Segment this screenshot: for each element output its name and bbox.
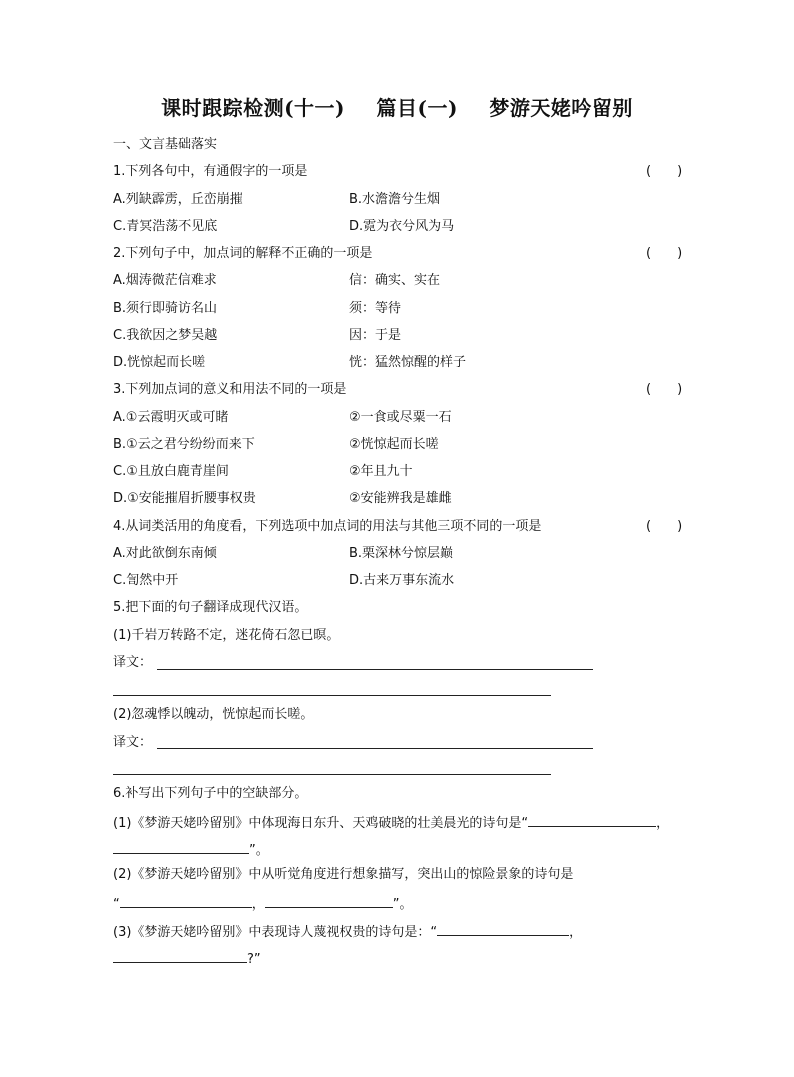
q4-option-d: D.古来万事东流水 bbox=[349, 573, 455, 588]
q5-stem: 5.把下面的句子翻译成现代汉语。 bbox=[113, 600, 308, 615]
q3-option-d-compare: ②安能辨我是雄雌 bbox=[349, 491, 452, 506]
q5-answer-line-2a[interactable] bbox=[157, 748, 593, 749]
q6-item-1-blank-1[interactable] bbox=[528, 812, 656, 827]
q1-answer-paren: ( ) bbox=[646, 164, 683, 179]
q5-answer-line-2b[interactable] bbox=[113, 774, 551, 775]
q6-item-2-comma: ， bbox=[251, 897, 265, 912]
q6-item-3-blank-2[interactable] bbox=[113, 948, 247, 963]
q5-answer-line-1b[interactable] bbox=[113, 695, 551, 696]
q2-option-a: A.烟涛微茫信难求 bbox=[113, 273, 217, 288]
q6-item-1-prompt: (1)《梦游天姥吟留别》中体现海日东升、天鸡破晓的壮美晨光的诗句是“ bbox=[113, 816, 529, 831]
q2-option-c: C.我欲因之梦吴越 bbox=[113, 328, 218, 343]
q6-stem: 6.补写出下列句子中的空缺部分。 bbox=[113, 786, 308, 801]
q2-option-c-gloss: 因：于是 bbox=[349, 328, 402, 343]
q4-answer-paren: ( ) bbox=[646, 519, 683, 534]
q2-stem: 2.下列句子中，加点词的解释不正确的一项是 bbox=[113, 246, 373, 261]
q6-item-2-blank-2[interactable] bbox=[265, 893, 393, 908]
q1-option-c: C.青冥浩荡不见底 bbox=[113, 219, 218, 234]
q2-option-b-gloss: 须：等待 bbox=[349, 301, 402, 316]
q3-option-b-compare: ②恍惊起而长嗟 bbox=[349, 437, 439, 452]
q3-answer-paren: ( ) bbox=[646, 382, 683, 397]
q5-translation-label-1: 译文： bbox=[113, 655, 153, 670]
q6-item-3-blank-1[interactable] bbox=[437, 921, 569, 936]
q6-item-3-prompt: (3)《梦游天姥吟留别》中表现诗人蔑视权贵的诗句是：“ bbox=[113, 925, 438, 940]
q6-item-3-comma: ， bbox=[569, 925, 583, 940]
q1-option-d: D.霓为衣兮风为马 bbox=[349, 219, 455, 234]
q5-translation-label-2: 译文： bbox=[113, 735, 153, 750]
q6-item-3-end: ?” bbox=[247, 952, 261, 967]
title-part-1: 课时跟踪检测(十一) bbox=[161, 96, 346, 120]
q3-stem: 3.下列加点词的意义和用法不同的一项是 bbox=[113, 382, 347, 397]
q2-answer-paren: ( ) bbox=[646, 246, 683, 261]
q6-item-1 bbox=[113, 812, 669, 833]
q4-option-a: A.对此欲倒东南倾 bbox=[113, 546, 217, 561]
q3-option-b: B.①云之君兮纷纷而来下 bbox=[113, 437, 255, 452]
page-title bbox=[0, 92, 794, 121]
q3-option-c-compare: ②年且九十 bbox=[349, 464, 413, 479]
q6-item-2-open-quote: “ bbox=[113, 897, 120, 912]
q3-option-d: D.①安能摧眉折腰事权贵 bbox=[113, 491, 256, 506]
q6-item-2-blank-1[interactable] bbox=[120, 893, 252, 908]
section-heading: 一、文言基础落实 bbox=[113, 137, 218, 152]
q4-option-b: B.栗深林兮惊层巅 bbox=[349, 546, 454, 561]
q4-stem: 4.从词类活用的角度看，下列选项中加点词的用法与其他三项不同的一项是 bbox=[113, 519, 542, 534]
q6-item-1-cont bbox=[113, 839, 269, 860]
q6-item-2-end: ”。 bbox=[392, 897, 413, 912]
q6-item-1-end: ”。 bbox=[249, 843, 269, 858]
q1-stem: 1.下列各句中，有通假字的一项是 bbox=[113, 164, 308, 179]
q6-item-2-cont bbox=[113, 893, 413, 914]
q2-option-b: B.须行即骑访名山 bbox=[113, 301, 218, 316]
q4-option-c: C.訇然中开 bbox=[113, 573, 179, 588]
q6-item-3-cont bbox=[113, 948, 261, 969]
q1-option-b: B.水澹澹兮生烟 bbox=[349, 192, 441, 207]
title-part-3: 梦游天姥吟留别 bbox=[489, 96, 633, 120]
title-part-2: 篇目(一) bbox=[376, 96, 458, 120]
q6-item-3 bbox=[113, 921, 582, 942]
q3-option-c: C.①且放白鹿青崖间 bbox=[113, 464, 229, 479]
q5-sentence-2: (2)忽魂悸以魄动，恍惊起而长嗟。 bbox=[113, 707, 314, 722]
q3-option-a-compare: ②一食或尽粟一石 bbox=[349, 410, 452, 425]
q6-item-1-comma: ， bbox=[656, 816, 670, 831]
q5-sentence-1: (1)千岩万转路不定，迷花倚石忽已暝。 bbox=[113, 628, 340, 643]
q6-item-2-prompt: (2)《梦游天姥吟留别》中从听觉角度进行想象描写，突出山的惊险景象的诗句是 bbox=[113, 867, 574, 882]
q6-item-1-blank-2[interactable] bbox=[113, 839, 249, 854]
q2-option-d-gloss: 恍：猛然惊醒的样子 bbox=[349, 355, 467, 370]
q2-option-d: D.恍惊起而长嗟 bbox=[113, 355, 206, 370]
q5-answer-line-1a[interactable] bbox=[157, 669, 593, 670]
q2-option-a-gloss: 信：确实、实在 bbox=[349, 273, 441, 288]
q1-option-a: A.列缺霹雳，丘峦崩摧 bbox=[113, 192, 243, 207]
q3-option-a: A.①云霞明灭或可睹 bbox=[113, 410, 229, 425]
